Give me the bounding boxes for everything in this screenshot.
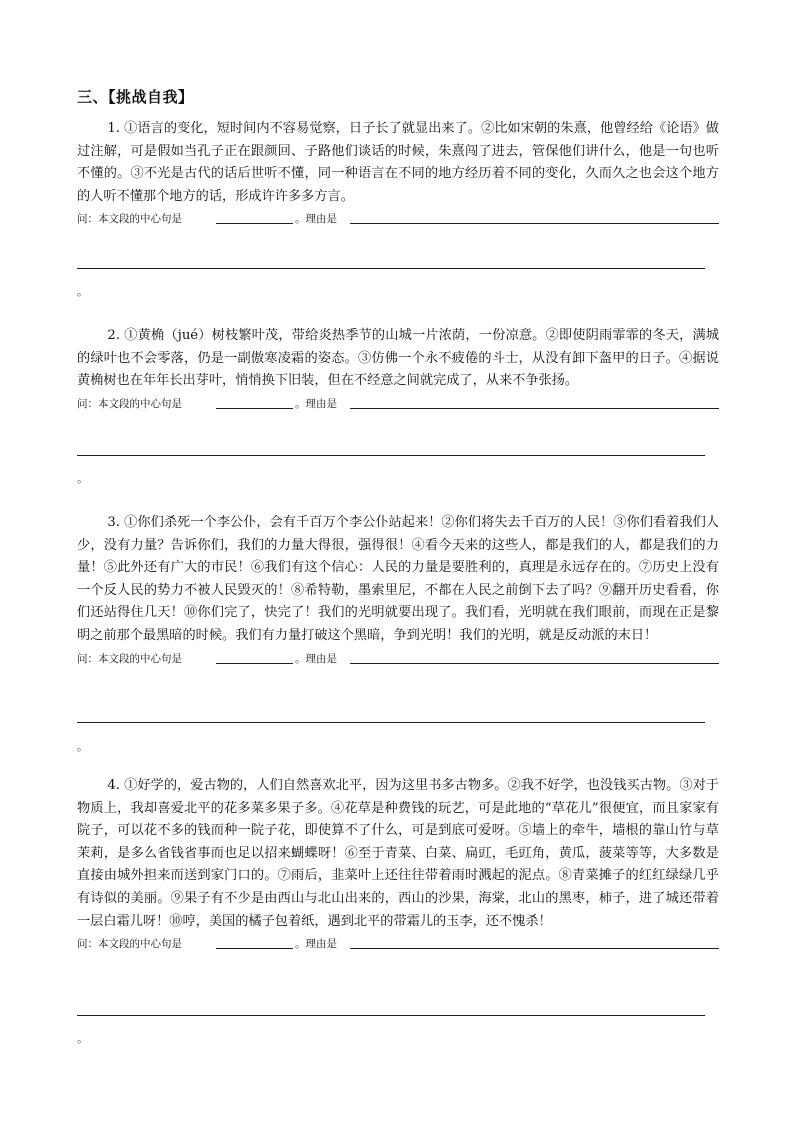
end-mark: 。 — [77, 472, 88, 485]
reason-label: 。理由是 — [295, 397, 337, 410]
end-mark: 。 — [77, 1032, 88, 1045]
reason-blank[interactable] — [350, 948, 719, 949]
question-prompt: 问：本文段的中心句是 — [77, 938, 182, 951]
section-heading: 三、【挑战自我】 — [77, 88, 194, 106]
reason-blank[interactable] — [350, 223, 719, 224]
reason-continuation-line[interactable] — [77, 268, 705, 269]
question-block-3 — [77, 512, 719, 753]
reason-blank[interactable] — [350, 663, 719, 664]
question-4-passage: 4. ①好学的，爱古物的，人们自然喜欢北平，因为这里书多古物多。②我不好学，也没钱买古物。③对于物质上，我却喜爱北平的花多菜多果子多。④花草是种费钱的玩艺，可是此地的“草花儿”很便宜，而且家家有院子，可以花不多的钱而种一院子花，即使算不了什么，可是到底可爱呀。⑤墙上的牵牛，墙根的靠山竹与草茉莉，是多么省钱省事而也足以招来蝴蝶呀！⑥至于青菜、白菜、扁豇，毛豇角，黄瓜，菠菜等等，大多数是直接由城外担来而送到家门口的。⑦雨后，韭菜叶上还往往带着雨时溅起的泥点。⑧青菜摊子的红红绿绿几乎有诗似的美丽。⑨果子有不少是由西山与北山出来的，西山的沙果，海棠，北山的黑枣，柿子，进了城还带着一层白霜儿呀！⑩哼，美国的橘子包着纸，遇到北平的带霜儿的玉李，还不愧杀！ — [77, 778, 719, 929]
question-prompt: 问：本文段的中心句是 — [77, 397, 182, 410]
question-1-answer-row — [77, 209, 719, 229]
question-3-answer-row — [77, 649, 719, 669]
central-sentence-blank[interactable] — [216, 948, 293, 949]
question-prompt: 问：本文段的中心句是 — [77, 213, 182, 226]
reason-continuation-line[interactable] — [77, 1015, 705, 1016]
question-block-2 — [77, 325, 719, 485]
reason-label: 。理由是 — [295, 213, 337, 226]
question-1-passage: 1. ①语言的变化，短时间内不容易觉察，日子长了就显出来了。②比如宋朝的朱熹，他曾经给《论语》做过注解，可是假如当孔子正在跟颜回、子路他们谈话的时候，朱熹闯了进去，管保他们讲什么，他是一句也听不懂的。③不光是古代的话后世听不懂，同一种语言在不同的地方经历着不同的变化，久而久之也会这个地方的人听不懂那个地方的话，形成许许多多方言。 — [77, 121, 719, 204]
question-block-4 — [77, 775, 719, 1045]
end-mark: 。 — [77, 285, 88, 298]
central-sentence-blank[interactable] — [216, 223, 293, 224]
reason-blank[interactable] — [350, 408, 719, 409]
central-sentence-blank[interactable] — [216, 663, 293, 664]
reason-continuation-line[interactable] — [77, 722, 705, 723]
question-2-passage: 2. ①黄桷（jué）树枝繁叶茂，带给炎热季节的山城一片浓荫，一份凉意。②即使阴雨霏霏的冬天，满城的绿叶也不会零落，仍是一副傲寒凌霜的姿态。③仿佛一个永不疲倦的斗士，从没有卸下盔甲的日子。④据说黄桷树也在年年长出芽叶，悄悄换下旧装，但在不经意之间就完成了，从来不争张扬。 — [77, 328, 719, 389]
central-sentence-blank[interactable] — [216, 408, 293, 409]
question-3-passage: 3. ①你们杀死一个李公仆，会有千百万个李公仆站起来！②你们将失去千百万的人民！③你们看着我们人少，没有力量？告诉你们，我们的力量大得很，强得很！④看今天来的这些人，都是我们的人，都是我们的力量！⑤此外还有广大的市民！⑥我们有这个信心：人民的力量是要胜利的，真理是永远存在的。⑦历史上没有一个反人民的势力不被人民毁灭的！⑧希特勒，墨索里尼，不都在人民之前倒下去了吗？⑨翻开历史看看，你们还站得住几天！⑩你们完了，快完了！我们的光明就要出现了。我们看，光明就在我们眼前，而现在正是黎明之前那个最黑暗的时候。我们有力量打破这个黑暗，争到光明！我们的光明，就是反动派的末日！ — [77, 515, 719, 643]
end-mark: 。 — [77, 740, 88, 753]
question-2-answer-row — [77, 394, 719, 414]
question-prompt: 问：本文段的中心句是 — [77, 652, 182, 665]
question-block-1 — [77, 118, 719, 298]
question-4-answer-row — [77, 934, 719, 954]
reason-label: 。理由是 — [295, 652, 337, 665]
reason-continuation-line[interactable] — [77, 455, 705, 456]
reason-label: 。理由是 — [295, 938, 337, 951]
